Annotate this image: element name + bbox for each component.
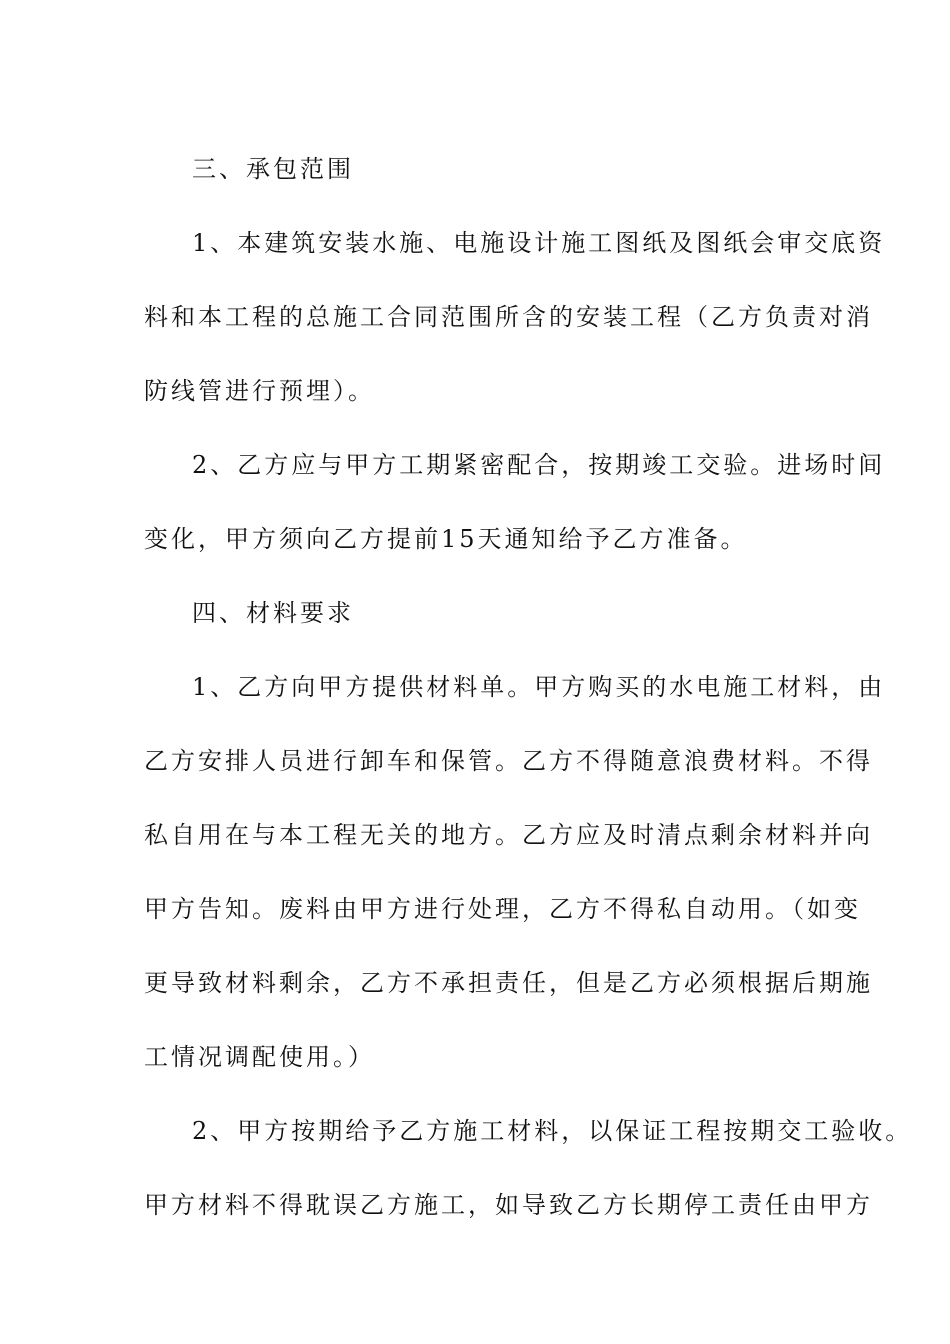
paragraph-materials-2 [144,1094,913,1242]
text-line: 四、材料要求 [192,599,354,627]
text-line: 2、乙方应与甲方工期紧密配合，按期竣工交验。进场时间 [192,451,886,479]
text-line: 乙方安排人员进行卸车和保管。乙方不得随意浪费材料。不得 [144,747,873,775]
text-line: 变化，甲方须向乙方提前15天通知给予乙方准备。 [144,525,748,553]
text-line: 甲方告知。废料由甲方进行处理，乙方不得私自动用。（如变 [144,895,861,923]
text-line: 更导致材料剩余，乙方不承担责任，但是乙方必须根据后期施 [144,969,873,997]
document-body [144,132,913,1242]
paragraph-scope-2 [144,428,886,576]
paragraph-scope-1 [144,206,886,428]
text-line: 1、本建筑安装水施、电施设计施工图纸及图纸会审交底资 [192,229,886,257]
text-line: 工情况调配使用。） [144,1043,375,1071]
text-line: 1、乙方向甲方提供材料单。甲方购买的水电施工材料，由 [192,673,886,701]
text-line: 私自用在与本工程无关的地方。乙方应及时清点剩余材料并向 [144,821,873,849]
section-heading-scope [144,132,814,206]
text-line: 防线管进行预埋）。 [144,377,375,405]
text-line: 甲方材料不得耽误乙方施工，如导致乙方长期停工责任由甲方 [144,1191,873,1219]
text-line: 三、承包范围 [192,155,354,183]
section-heading-materials [144,576,814,650]
paragraph-materials-1 [144,650,886,1094]
text-line: 2、甲方按期给予乙方施工材料，以保证工程按期交工验收。 [192,1117,913,1145]
text-line: 料和本工程的总施工合同范围所含的安装工程（乙方负责对消 [144,303,873,331]
